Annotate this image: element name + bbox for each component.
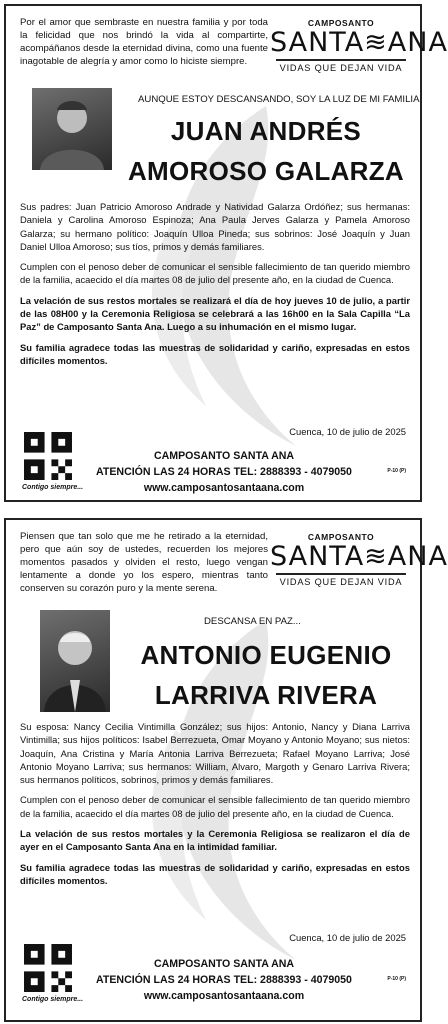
announcement-paragraph: Cumplen con el penoso deber de comunicar el sensible fallecimiento de tan querido miembro de la familia, acaecido el día martes 08 de julio del presente año, en la ciudad de Cuenca. bbox=[20, 261, 410, 286]
memorial-quote: Piensen que tan solo que me he retirado a la eternidad, pero que aún soy de ustedes, recuerden los mejores momentos pasados y olviden el resto, luego vengan lentamente a donde yo los espero, mientras tanto conserven su corazón puro y la mente serena. bbox=[20, 531, 268, 594]
footer-phone: ATENCIÓN LAS 24 HORAS TEL: 2888393 - 4079050 bbox=[96, 974, 352, 986]
notice-footer bbox=[74, 956, 374, 1004]
logo-tagline: VIDAS QUE DEJAN VIDA bbox=[279, 577, 403, 587]
qr-code-icon[interactable] bbox=[24, 432, 72, 480]
footer-company: CAMPOSANTO SANTA ANA bbox=[153, 958, 295, 970]
announcement-paragraph: Cumplen con el penoso deber de comunicar el sensible fallecimiento de tan querido miembro de la familia, acaecido el día martes 08 de julio del presente año, en la ciudad de Cuenca. bbox=[20, 794, 410, 819]
obituary-notice-antonio-eugenio bbox=[4, 518, 448, 1022]
ad-code: P-10 (P) bbox=[387, 976, 406, 982]
camposanto-logo bbox=[270, 532, 448, 587]
logo-main-text: SANTA≋ANA bbox=[270, 541, 448, 572]
memorial-quote: Por el amor que sembraste en nuestra familia y por toda la felicidad que nos brindó la vida al compartirte, acompáñanos desde la eternidad divina, como una fuente inagotable de alegría y amor como lo hiciste siempre. bbox=[20, 17, 268, 67]
notice-footer bbox=[74, 448, 374, 496]
notice-body bbox=[20, 200, 410, 374]
thanks-paragraph: Su familia agradece todas las muestras de solidaridad y cariño, expresadas en estos difíciles momentos. bbox=[20, 341, 410, 366]
deceased-name-line2: AMOROSO GALARZA bbox=[127, 156, 405, 186]
signature-text: Contigo siempre... bbox=[22, 996, 84, 1003]
deceased-name-line2: LARRIVA RIVERA bbox=[154, 680, 378, 710]
logo-main-text: SANTA≋ANA bbox=[270, 27, 448, 58]
notice-date: Cuenca, 10 de julio de 2025 bbox=[289, 426, 406, 437]
person-photo-icon bbox=[32, 88, 112, 170]
deceased-photo bbox=[40, 610, 110, 712]
person-photo-icon bbox=[40, 610, 110, 712]
signature-text: Contigo siempre... bbox=[22, 484, 84, 491]
camposanto-logo bbox=[270, 18, 448, 73]
deceased-name-line1: ANTONIO EUGENIO bbox=[140, 640, 392, 670]
qr-code-icon[interactable] bbox=[24, 944, 72, 992]
logo-divider bbox=[276, 573, 406, 575]
deceased-name-line1: JUAN ANDRÉS bbox=[170, 116, 362, 146]
notice-date: Cuenca, 10 de julio de 2025 bbox=[289, 932, 406, 943]
family-paragraph: Sus padres: Juan Patricio Amoroso Andrade y Natividad Galarza Ordóñez; sus hermanas: Daniela y Carolina Amoroso Espinoza; Ana Paula Jerves Galarza y Pamela Amoroso Galarza; su hermano político: Joaquín Ulloa Pineda; sus sobrinos: José Joaquín y Juan Daniel Ulloa Amoroso; sus tíos, primos y demás familiares. bbox=[20, 201, 410, 252]
deceased-photo bbox=[32, 88, 112, 170]
logo-small-text: CAMPOSANTO bbox=[307, 532, 375, 542]
footer-phone: ATENCIÓN LAS 24 HORAS TEL: 2888393 - 4079050 bbox=[96, 466, 352, 478]
notice-body bbox=[20, 720, 410, 894]
logo-small-text: CAMPOSANTO bbox=[307, 18, 375, 28]
ceremony-paragraph: La velación de sus restos mortales se realizará el día de hoy jueves 10 de julio, a partir de las 08H00 y la Ceremonia Religiosa se celebrará a las 16h00 en la Sala Capilla “La Paz” de Camposanto Santa Ana. Luego a su inhumación en el mismo lugar. bbox=[20, 294, 410, 333]
footer-website[interactable]: www.camposantosantaana.com bbox=[143, 990, 305, 1002]
notice-heading: DESCANSA EN PAZ... bbox=[204, 616, 301, 627]
obituary-notice-juan-andres bbox=[4, 4, 448, 502]
footer-website[interactable]: www.camposantosantaana.com bbox=[143, 482, 305, 494]
logo-divider bbox=[276, 59, 406, 61]
family-paragraph: Su esposa: Nancy Cecilia Vintimilla González; sus hijos: Antonio, Nancy y Diana Larriva Vintimilla; sus hijos políticos: Isabel Berrezueta, Omar Moyano y Antonio Moyano; sus nietos: Joaquín, Ana Cristina y María Antonia Larriva Berrezueta; Rafael Moyano Larriva; José Antonio Moyano Larriva; sus hermanos: William, Alvaro, Margoth y Genaro Larriva Rivera; sus hermanos políticos, sobrinos, primos y demás familiares. bbox=[20, 721, 410, 786]
logo-tagline: VIDAS QUE DEJAN VIDA bbox=[279, 63, 403, 73]
thanks-paragraph: Su familia agradece todas las muestras de solidaridad y cariño, expresadas en estos difíciles momentos. bbox=[20, 861, 410, 886]
ceremony-paragraph: La velación de sus restos mortales y la Ceremonia Religiosa se realizaron el día de ayer en el Camposanto Santa Ana en la intimidad familiar. bbox=[20, 828, 410, 853]
footer-company: CAMPOSANTO SANTA ANA bbox=[153, 450, 295, 462]
ad-code: P-10 (P) bbox=[387, 468, 406, 474]
notice-heading: AUNQUE ESTOY DESCANSANDO, SOY LA LUZ DE MI FAMILIA bbox=[138, 94, 420, 105]
